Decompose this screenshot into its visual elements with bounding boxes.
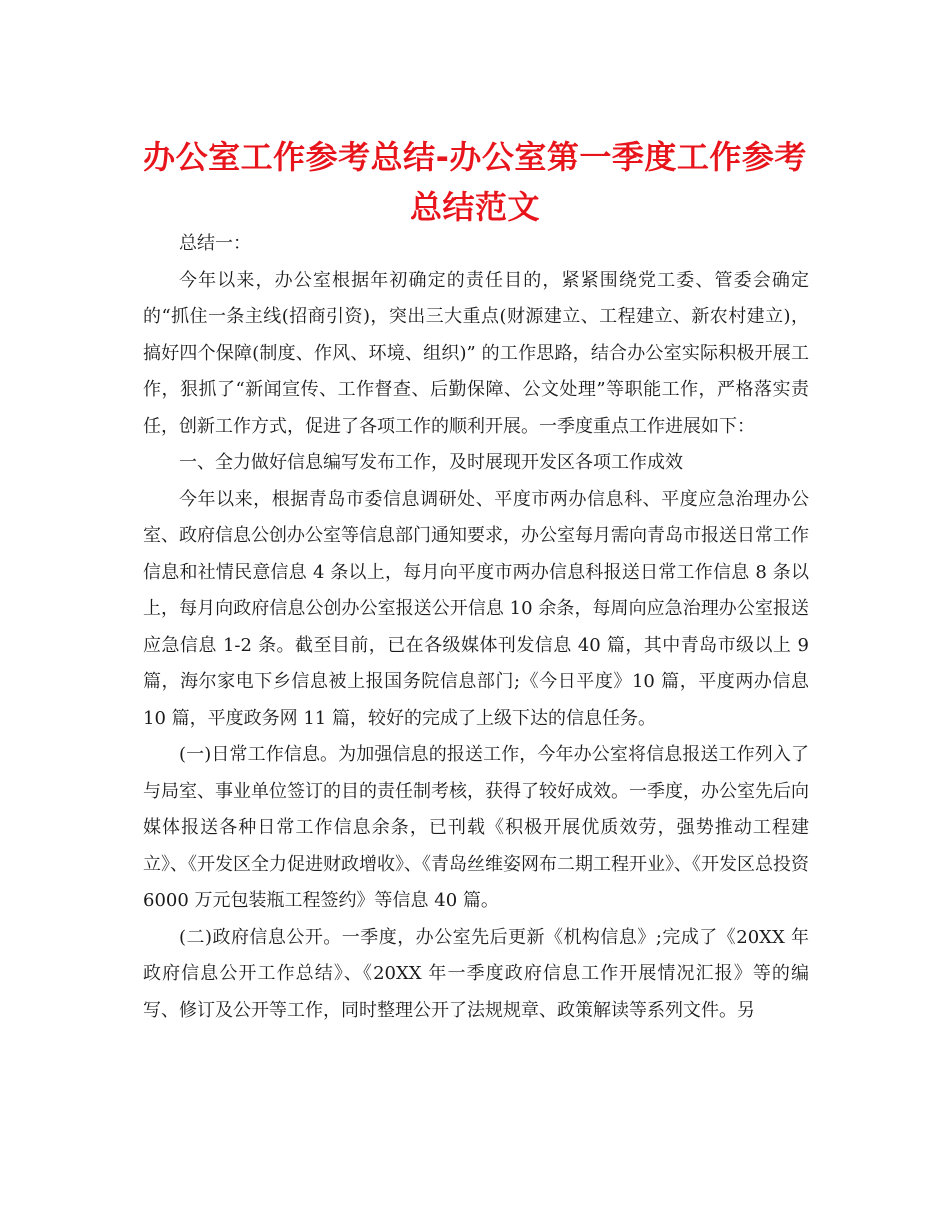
paragraph-gov-disclosure: (二)政府信息公开。一季度，办公室先后更新《机构信息》;完成了《20XX 年政府信息公开工作总结》、《20XX 年一季度政府信息工作开展情况汇报》等的编写、修订及公开等工作，同时整理公开了法规规章、政策解读等系列文件。另 — [143, 926, 809, 1021]
paragraph-summary-heading: 总结一： — [179, 233, 251, 254]
document-body — [143, 226, 809, 1029]
paragraph-daily-info: (一)日常工作信息。为加强信息的报送工作，今年办公室将信息报送工作列入了与局室、事业单位签订的目的责任制考核，获得了较好成效。一季度，办公室先后向媒体报送各种日常工作信息余条，已刊载《积极开展优质效劳，强势推动工程建立》、《开发区全力促进财政增收》、《青岛丝维姿网布二期工程开业》、《开发区总投资 6000 万元包装瓶工程签约》等信息 40 篇。 — [143, 744, 809, 911]
paragraph-section-heading: 一、全力做好信息编写发布工作，及时展现开发区各项工作成效 — [179, 452, 683, 473]
paragraph-info-reporting: 今年以来，根据青岛市委信息调研处、平度市两办信息科、平度应急治理办公室、政府信息公创办公室等信息部门通知要求，办公室每月需向青岛市报送日常工作信息和社情民意信息 4 条以上，每月向平度市两办信息科报送日常工作信息 8 条以上，每月向政府信息公创办公室报送公开信息 10 余条，每周向应急治理办公室报送应急信息 1-2 条。截至目前，已在各级媒体刊发信息 40 篇，其中青岛市级以上 9 篇，海尔家电下乡信息被上报国务院信息部门;《今日平度》10 篇，平度两办信息 10 篇，平度政务网 11 篇，较好的完成了上级下达的信息任务。 — [143, 488, 809, 729]
paragraph-intro: 今年以来，办公室根据年初确定的责任目的，紧紧围绕党工委、管委会确定的“抓住一条主线(招商引资)，突出三大重点(财源建立、工程建立、新农村建立)，搞好四个保障(制度、作风、环境、组织)” 的工作思路，结合办公室实际积极开展工作，狠抓了“新闻宣传、工作督查、后勤保障、公文处理”等职能工作，严格落实责任，创新工作方式，促进了各项工作的顺利开展。一季度重点工作进展如下： — [143, 269, 809, 437]
document-title: 办公室工作参考总结-办公室第一季度工作参考总结范文 — [143, 138, 807, 226]
